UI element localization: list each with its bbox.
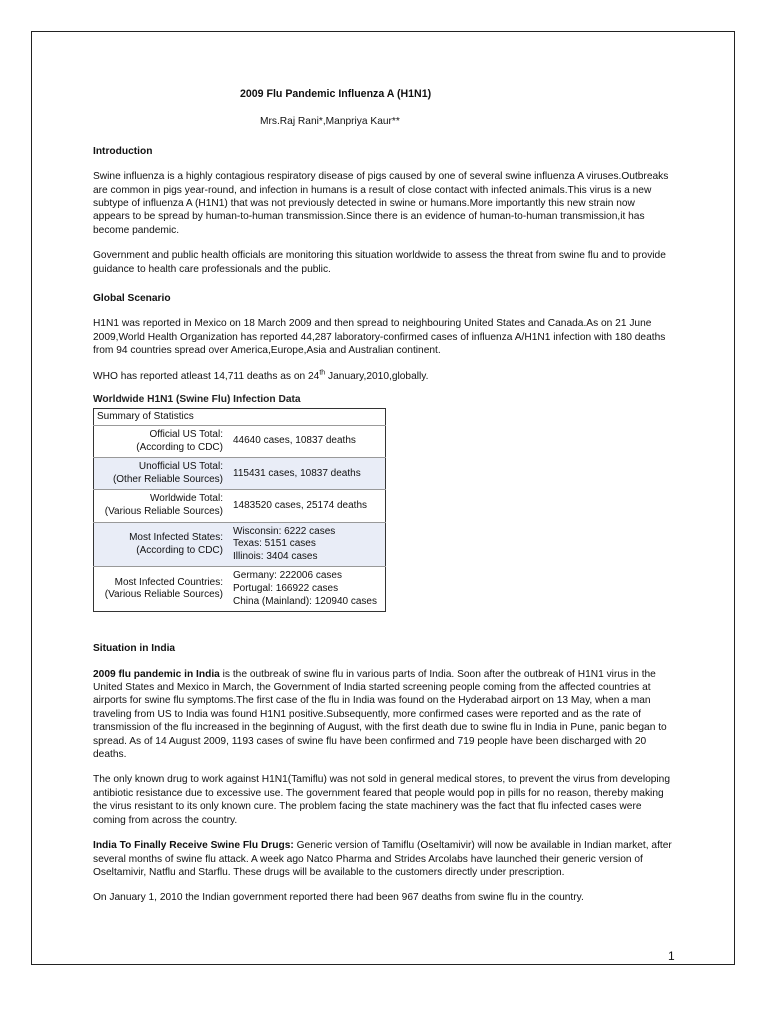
intro-paragraph-2: Government and public health officials are monitoring this situation worldwide to assess the threat from swine flu and to provide guidance to health care professionals and the public. bbox=[93, 250, 666, 275]
row-value: Germany: 222006 cases Portugal: 166922 cases China (Mainland): 120940 cases bbox=[228, 567, 386, 612]
superscript-th: th bbox=[319, 369, 326, 377]
table-caption: Worldwide H1N1 (Swine Flu) Infection Data bbox=[93, 394, 301, 406]
global-paragraph-2-start: WHO has reported atleast 14,711 deaths as on 24 bbox=[93, 370, 320, 382]
document-body bbox=[93, 88, 673, 905]
india-paragraph-4: On January 1, 2010 the Indian government reported there had been 967 deaths from swine flu in the country. bbox=[93, 892, 584, 904]
row-value: 115431 cases, 10837 deaths bbox=[228, 458, 386, 490]
statistics-table bbox=[93, 408, 386, 613]
row-label: Most Infected States: (According to CDC) bbox=[94, 522, 229, 567]
document-title: 2009 Flu Pandemic Influenza A (H1N1) bbox=[240, 88, 432, 100]
row-value: Wisconsin: 6222 cases Texas: 5151 cases Illinois: 3404 cases bbox=[228, 522, 386, 567]
table-row bbox=[94, 426, 386, 458]
intro-paragraph-1: Swine influenza is a highly contagious respiratory disease of pigs caused by one of several swine influenza A viruses.Outbreaks are common in pigs year-round, and infection in humans is a result of close contact with infected animals.This virus is a new subtype of influenza A (H1N1) that was not previously detected in swine or humans.More importantly this new strain now appears to be spread by human-to-human transmission.Since there is an evidence of human-to-human transmission,it has become pandemic. bbox=[93, 171, 669, 236]
heading-situation-india: Situation in India bbox=[93, 643, 176, 655]
table-row bbox=[94, 458, 386, 490]
global-paragraph-2-end: January,2010,globally. bbox=[325, 370, 429, 382]
row-label: Unofficial US Total: (Other Reliable Sources) bbox=[94, 458, 229, 490]
india-paragraph-2: The only known drug to work against H1N1(Tamiflu) was not sold in general medical stores, to prevent the virus from developing antibiotic resistance due to excessive use. The government feared that people would pop in pills for no reason, thereby making the virus resistant to its only known cure. The problem facing the state machinery was the fact that flu infected cases were coming from across the country. bbox=[93, 774, 671, 826]
row-value: 44640 cases, 10837 deaths bbox=[228, 426, 386, 458]
row-label: Official US Total: (According to CDC) bbox=[94, 426, 229, 458]
india-paragraph-1 bbox=[93, 668, 673, 762]
table-row bbox=[94, 490, 386, 522]
table-row bbox=[94, 522, 386, 567]
india-paragraph-1-lead: 2009 flu pandemic in India bbox=[93, 668, 220, 680]
row-label: Worldwide Total: (Various Reliable Sources) bbox=[94, 490, 229, 522]
row-value: 1483520 cases, 25174 deaths bbox=[228, 490, 386, 522]
india-paragraph-3-body: Generic version of Tamiflu (Oseltamivir) will now be available in Indian market, after several months of swine flu attack. A week ago Natco Pharma and Strides Arcolabs have launched their generic version of Oseltamivir, Natflu and Starflu. These drugs will be available to the customers directly under prescription. bbox=[93, 840, 672, 878]
india-paragraph-3-lead: India To Finally Receive Swine Flu Drugs: bbox=[93, 840, 294, 852]
document-authors: Mrs.Raj Rani*,Manpriya Kaur** bbox=[260, 116, 400, 128]
page-number: 1 bbox=[668, 949, 675, 963]
global-paragraph-2 bbox=[93, 370, 673, 383]
india-paragraph-1-body: is the outbreak of swine flu in various parts of India. Soon after the outbreak of H1N1 virus in the United States and Mexico in March, the Government of India started screening people coming from the affected countries at airports for swine flu symptoms.The first case of the flu in India was found on the Hyderabad airport on 13 May, when a man traveling from US to India was found H1N1 positive.Subsequently, more confirmed cases were reported and as the rate of transmission of the flu increased in the beginning of August, with the first death due to swine flu in India in Pune, panic began to spread. As of 14 August 2009, 1193 cases of swine flu have been confirmed and 719 people have been discharged with 20 deaths. bbox=[93, 668, 667, 761]
table-row bbox=[94, 567, 386, 612]
global-paragraph-1: H1N1 was reported in Mexico on 18 March 2009 and then spread to neighbouring United States and Canada.As on 21 June 2009,World Health Organization has reported 44,287 laboratory-confirmed cases of influenza A/H1N1 infection with 180 deaths from 94 countries spread over America,Europe,Asia and Australian continent. bbox=[93, 318, 666, 357]
table-header: Summary of Statistics bbox=[97, 410, 194, 422]
india-paragraph-3 bbox=[93, 839, 673, 879]
heading-global-scenario: Global Scenario bbox=[93, 293, 171, 305]
row-label: Most Infected Countries: (Various Reliable Sources) bbox=[94, 567, 229, 612]
heading-introduction: Introduction bbox=[93, 145, 153, 157]
